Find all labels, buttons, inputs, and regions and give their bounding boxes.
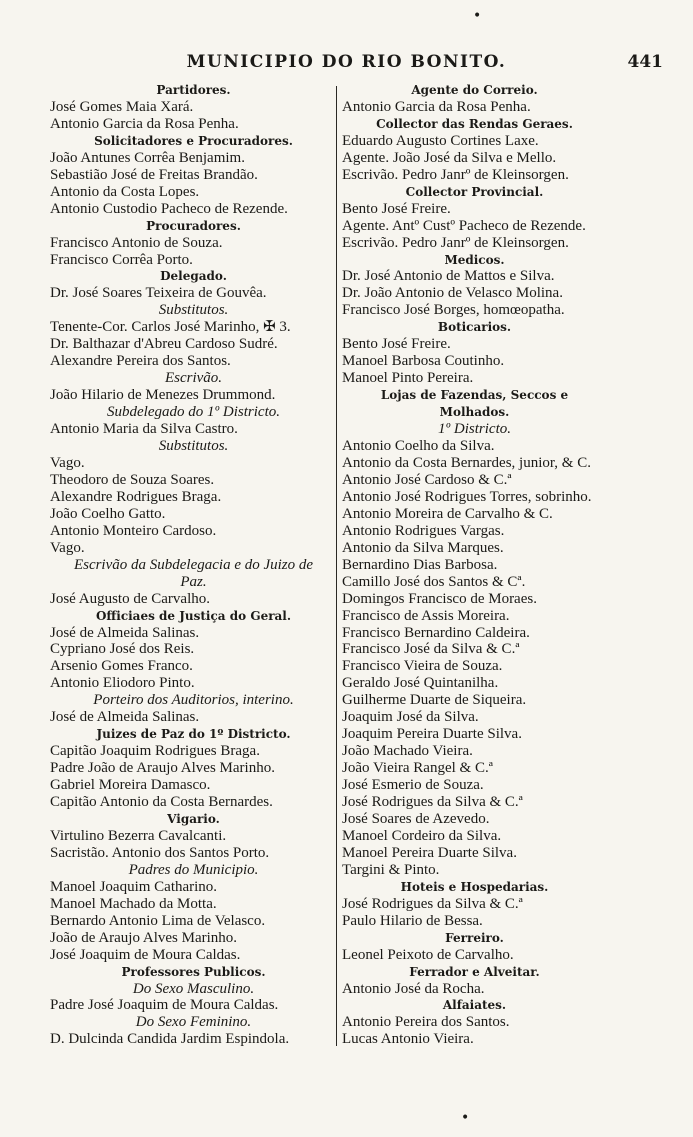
directory-entry: Antonio Moreira de Carvalho & C. xyxy=(342,505,553,522)
directory-entry: Dr. José Antonio de Mattos e Silva. xyxy=(342,268,555,285)
subheading: Substitutos. xyxy=(158,438,229,455)
directory-entry: Dr. José Soares Teixeira de Gouvêa. xyxy=(50,285,267,302)
directory-entry: Antonio Rodrigues Vargas. xyxy=(342,522,505,539)
directory-entry: Alexandre Pereira dos Santos. xyxy=(50,353,231,370)
section-heading: Ferreiro. xyxy=(445,930,504,945)
section-heading: Delegado. xyxy=(160,269,227,284)
directory-entry: Cypriano José dos Reis. xyxy=(50,641,195,658)
directory-entry: Capitão Antonio da Costa Bernardes. xyxy=(50,794,273,811)
directory-entry: Agente. Antº Custº Pacheco de Rezende. xyxy=(342,217,586,234)
directory-entry: Antonio Eliodoro Pinto. xyxy=(50,675,195,692)
directory-entry: Vago. xyxy=(50,454,85,471)
directory-entry: Sebastião José de Freitas Brandão. xyxy=(50,166,258,183)
directory-entry: Antonio Pereira dos Santos. xyxy=(342,1014,510,1031)
directory-entry: Alexandre Rodrigues Braga. xyxy=(50,488,222,505)
directory-entry: Leonel Peixoto de Carvalho. xyxy=(342,946,514,963)
directory-entry: Domingos Francisco de Moraes. xyxy=(342,590,537,607)
directory-entry: Guilherme Duarte de Siqueira. xyxy=(342,692,527,709)
page-number: 441 xyxy=(627,52,663,72)
directory-entry: Dr. Balthazar d'Abreu Cardoso Sudré. xyxy=(50,336,278,353)
directory-entry: João Hilario de Menezes Drummond. xyxy=(50,387,276,404)
directory-entry: Geraldo José Quintanilha. xyxy=(342,675,499,692)
subheading: Padres do Municipio. xyxy=(128,861,259,878)
directory-entry: Sacristão. Antonio dos Santos Porto. xyxy=(50,844,270,861)
directory-entry: Antonio da Costa Bernardes, junior, & C. xyxy=(342,454,591,471)
directory-entry: Escrivão. Pedro Janrº de Kleinsorgen. xyxy=(342,166,569,183)
directory-entry: Antonio José da Rocha. xyxy=(342,980,485,997)
directory-entry: Manoel Pereira Duarte Silva. xyxy=(342,844,517,861)
section-heading: Ferrador e Alveitar. xyxy=(409,964,540,979)
right-column xyxy=(342,82,607,1048)
directory-entry: Escrivão. Pedro Janrº de Kleinsorgen. xyxy=(342,234,569,251)
directory-entry: Capitão Joaquim Rodrigues Braga. xyxy=(50,743,260,760)
directory-entry: Virtulino Bezerra Cavalcanti. xyxy=(50,827,227,844)
directory-entry: Padre José Joaquim de Moura Caldas. xyxy=(50,997,279,1014)
directory-entry: José Gomes Maia Xará. xyxy=(50,98,194,115)
directory-entry: Manoel Pinto Pereira. xyxy=(342,370,474,387)
directory-entry: Francisco José da Silva & C.ª xyxy=(342,641,520,658)
left-column xyxy=(50,82,337,1048)
directory-entry: Dr. João Antonio de Velasco Molina. xyxy=(342,285,563,302)
directory-entry: Targini & Pinto. xyxy=(342,861,440,878)
directory-entry: Antonio da Silva Marques. xyxy=(342,539,504,556)
section-heading: Medicos. xyxy=(444,252,505,267)
directory-entry: Manoel Machado da Motta. xyxy=(50,895,217,912)
subheading: Do Sexo Masculino. xyxy=(132,980,255,997)
directory-entry: D. Dulcinda Candida Jardim Espindola. xyxy=(50,1031,290,1048)
subheading: Do Sexo Feminino. xyxy=(135,1014,252,1031)
directory-entry: Manoel Cordeiro da Silva. xyxy=(342,827,502,844)
section-heading: Vigario. xyxy=(167,811,220,826)
page-header xyxy=(0,52,693,80)
ink-dot-mark: • xyxy=(461,1110,470,1126)
directory-entry: Francisco Antonio de Souza. xyxy=(50,234,223,251)
directory-entry: Antonio Coelho da Silva. xyxy=(342,438,495,455)
directory-entry: Joaquim José da Silva. xyxy=(342,709,479,726)
section-heading: Alfaiates. xyxy=(442,998,507,1013)
directory-entry: Francisco Corrêa Porto. xyxy=(50,251,193,268)
section-heading: Collector Provincial. xyxy=(405,184,544,199)
directory-entry: Antonio José Cardoso & C.ª xyxy=(342,471,512,488)
directory-entry: José Rodrigues da Silva & C.ª xyxy=(342,895,523,912)
column-divider xyxy=(336,86,337,1046)
directory-entry: José Joaquim de Moura Caldas. xyxy=(50,946,241,963)
subheading: Porteiro dos Auditorios, interino. xyxy=(93,692,294,709)
directory-entry: Vago. xyxy=(50,539,85,556)
directory-entry: Agente. João José da Silva e Mello. xyxy=(342,149,557,166)
directory-entry: Bento José Freire. xyxy=(342,200,451,217)
directory-entry: Antonio da Costa Lopes. xyxy=(50,183,200,200)
section-heading: Agente do Correio. xyxy=(411,83,538,97)
directory-entry: Francisco José Borges, homœopatha. xyxy=(342,302,565,319)
directory-entry: José Augusto de Carvalho. xyxy=(50,590,210,607)
directory-entry: Antonio Garcia da Rosa Penha. xyxy=(342,98,531,115)
directory-entry: Francisco Vieira de Souza. xyxy=(342,658,503,675)
section-heading: Hoteis e Hospedarias. xyxy=(400,879,549,894)
section-heading: Collector das Rendas Geraes. xyxy=(376,116,573,131)
section-heading: Lojas de Fazendas, Seccos e xyxy=(380,388,569,403)
ink-dot-mark: • xyxy=(473,8,482,24)
subheading: 1º Districto. xyxy=(438,421,511,438)
section-heading: Solicitadores e Procuradores. xyxy=(94,133,293,148)
directory-entry: Arsenio Gomes Franco. xyxy=(50,658,193,675)
directory-entry: Tenente-Cor. Carlos José Marinho, ✠ 3. xyxy=(50,319,291,336)
subheading: Paz. xyxy=(180,573,207,590)
directory-entry: João Machado Vieira. xyxy=(342,743,473,760)
directory-entry: José Soares de Azevedo. xyxy=(342,810,490,827)
directory-entry: Antonio Maria da Silva Castro. xyxy=(50,421,238,438)
directory-entry: Bento José Freire. xyxy=(342,336,451,353)
directory-entry: Francisco de Assis Moreira. xyxy=(342,607,510,624)
section-heading: Professores Publicos. xyxy=(121,964,266,979)
section-heading: Partidores. xyxy=(156,83,231,97)
page-title: MUNICIPIO DO RIO BONITO. xyxy=(186,52,507,72)
subheading: Escrivão. xyxy=(164,370,223,387)
directory-entry: Camillo José dos Santos & Cª. xyxy=(342,573,526,590)
directory-entry: João Coelho Gatto. xyxy=(50,505,166,522)
directory-entry: Paulo Hilario de Bessa. xyxy=(342,912,483,929)
directory-entry: Antonio Custodio Pacheco de Rezende. xyxy=(50,200,288,217)
directory-entry: José de Almeida Salinas. xyxy=(50,624,200,641)
directory-entry: Bernardo Antonio Lima de Velasco. xyxy=(50,912,266,929)
directory-entry: Theodoro de Souza Soares. xyxy=(50,471,215,488)
directory-entry: José Esmerio de Souza. xyxy=(342,777,484,794)
directory-entry: Antonio Monteiro Cardoso. xyxy=(50,522,217,539)
directory-entry: Gabriel Moreira Damasco. xyxy=(50,777,211,794)
subheading: Subdelegado do 1º Districto. xyxy=(107,404,280,421)
directory-entry: João de Araujo Alves Marinho. xyxy=(50,929,238,946)
subheading: Escrivão da Subdelegacia e do Juizo de xyxy=(73,556,314,573)
directory-entry: Padre João de Araujo Alves Marinho. xyxy=(50,760,275,777)
section-heading: Procuradores. xyxy=(146,218,241,233)
section-heading: Molhados. xyxy=(439,405,510,420)
directory-entry: João Antunes Corrêa Benjamim. xyxy=(50,149,245,166)
directory-entry: José de Almeida Salinas. xyxy=(50,709,200,726)
directory-entry: José Rodrigues da Silva & C.ª xyxy=(342,794,523,811)
section-heading: Officiaes de Justiça do Geral. xyxy=(95,608,292,623)
directory-entry: Francisco Bernardino Caldeira. xyxy=(342,624,530,641)
directory-entry: Manoel Joaquim Catharino. xyxy=(50,878,218,895)
directory-entry: Joaquim Pereira Duarte Silva. xyxy=(342,726,522,743)
directory-entry: Lucas Antonio Vieira. xyxy=(342,1031,474,1048)
directory-entry: Eduardo Augusto Cortines Laxe. xyxy=(342,132,539,149)
section-heading: Juizes de Paz do 1º Districto. xyxy=(96,727,291,742)
directory-entry: Antonio José Rodrigues Torres, sobrinho. xyxy=(342,488,592,505)
directory-entry: Bernardino Dias Barbosa. xyxy=(342,556,498,573)
directory-entry: Antonio Garcia da Rosa Penha. xyxy=(50,115,239,132)
subheading: Substitutos. xyxy=(158,302,229,319)
directory-entry: Manoel Barbosa Coutinho. xyxy=(342,353,505,370)
section-heading: Boticarios. xyxy=(437,320,512,335)
directory-entry: João Vieira Rangel & C.ª xyxy=(342,760,493,777)
